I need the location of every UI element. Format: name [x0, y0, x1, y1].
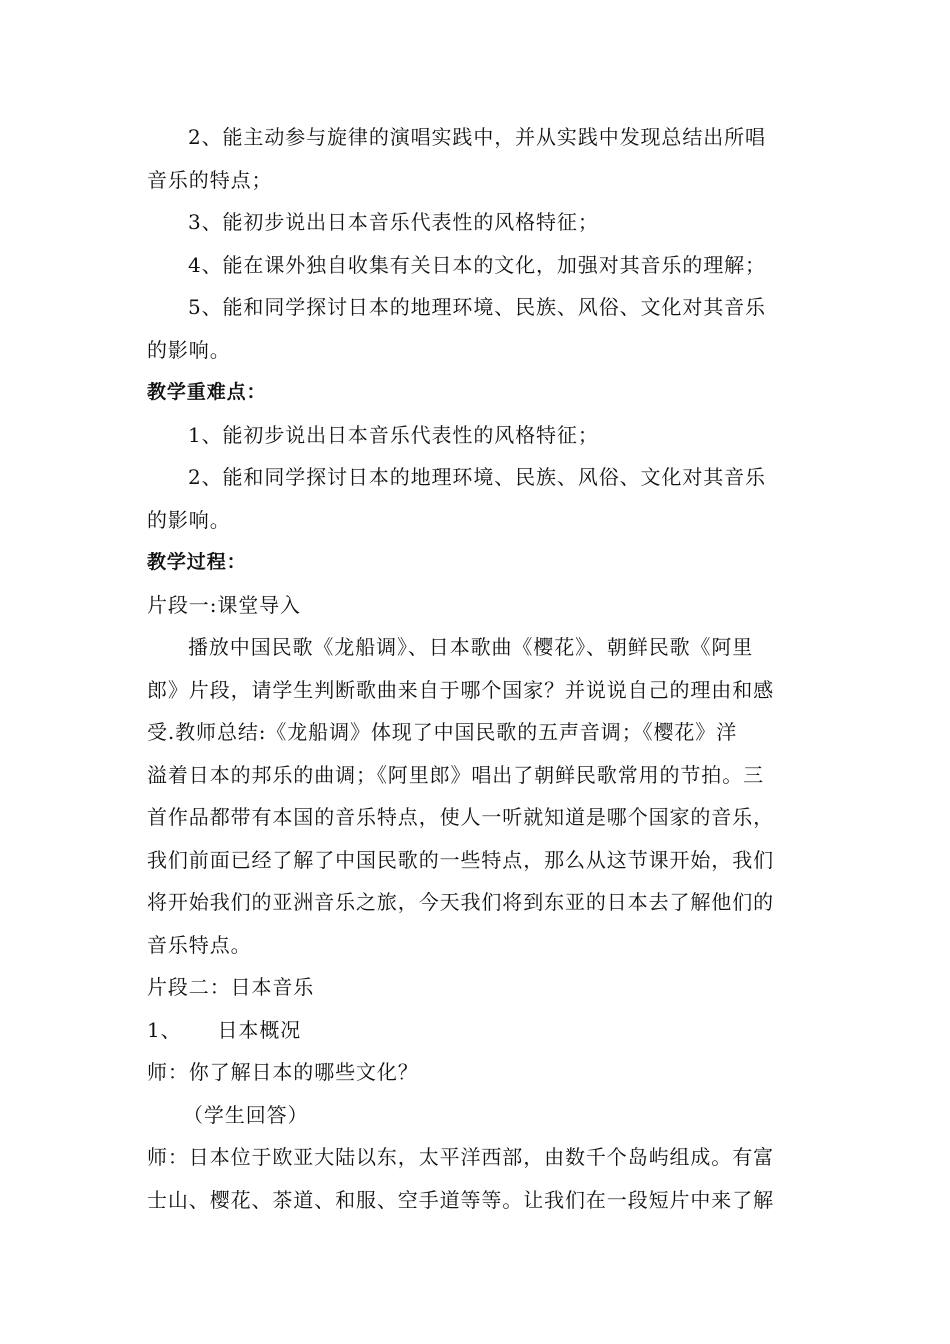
segment-1-paragraph-line-2: 郎》片段，请学生判断歌曲来自于哪个国家？并说说自己的理由和感	[147, 677, 774, 702]
segment-1-paragraph-line-1: 播放中国民歌《龙船调》、日本歌曲《樱花》、朝鲜民歌《阿里	[188, 635, 754, 659]
segment-1-paragraph-line-5: 首作品都带有本国的音乐特点，使人一听就知道是哪个国家的音乐，	[147, 805, 774, 829]
segment-1-paragraph-line-3: 受.教师总结:《龙船调》体现了中国民歌的五声音调；《樱花》洋	[147, 720, 738, 744]
objective-2-line-2: 音乐的特点；	[147, 167, 273, 192]
objective-2-line-1: 2、能主动参与旋律的演唱实践中，并从实践中发现总结出所唱	[188, 125, 766, 149]
numbered-heading-text: 日本概况	[217, 1017, 302, 1042]
document-body	[147, 116, 807, 1221]
segment-1-paragraph-line-4: 溢着日本的邦乐的曲调；《阿里郎》唱出了朝鲜民歌常用的节拍。三	[147, 762, 764, 787]
segment-1-title: 片段一:课堂导入	[147, 592, 301, 617]
objective-3: 3、能初步说出日本音乐代表性的风格特征；	[188, 210, 599, 234]
key-points-heading: 教学重难点：	[147, 381, 267, 403]
segment-1-paragraph-line-7: 将开始我们的亚洲音乐之旅，今天我们将到东亚的日本去了解他们的	[147, 890, 774, 914]
objective-5-line-1: 5、能和同学探讨日本的地理环境、民族、风俗、文化对其音乐	[188, 295, 766, 319]
numbered-heading	[147, 1009, 807, 1052]
teacher-explanation-line-1: 师：日本位于欧亚大陆以东，太平洋西部，由数千个岛屿组成。有富	[147, 1145, 774, 1169]
segment-2-title: 片段二：日本音乐	[147, 975, 315, 999]
student-answer-note: （学生回答）	[183, 1102, 309, 1127]
teacher-question: 师：你了解日本的哪些文化？	[147, 1060, 419, 1084]
numbered-heading-number: 1、	[147, 1017, 182, 1042]
objective-5-line-2: 的影响。	[147, 337, 231, 362]
key-point-2-line-1: 2、能和同学探讨日本的地理环境、民族、风俗、文化对其音乐	[188, 465, 766, 489]
segment-1-paragraph-line-8: 音乐特点。	[147, 932, 252, 957]
objective-4: 4、能在课外独自收集有关日本的文化，加强对其音乐的理解；	[188, 252, 766, 277]
teacher-explanation-line-2: 士山、樱花、茶道、和服、空手道等等。让我们在一段短片中来了解	[147, 1187, 774, 1212]
key-point-2-line-2: 的影响。	[147, 507, 231, 532]
segment-1-paragraph-line-6: 我们前面已经了解了中国民歌的一些特点，那么从这节课开始，我们	[147, 847, 774, 872]
key-point-1: 1、能初步说出日本音乐代表性的风格特征；	[188, 422, 599, 447]
process-heading: 教学过程：	[147, 551, 247, 573]
